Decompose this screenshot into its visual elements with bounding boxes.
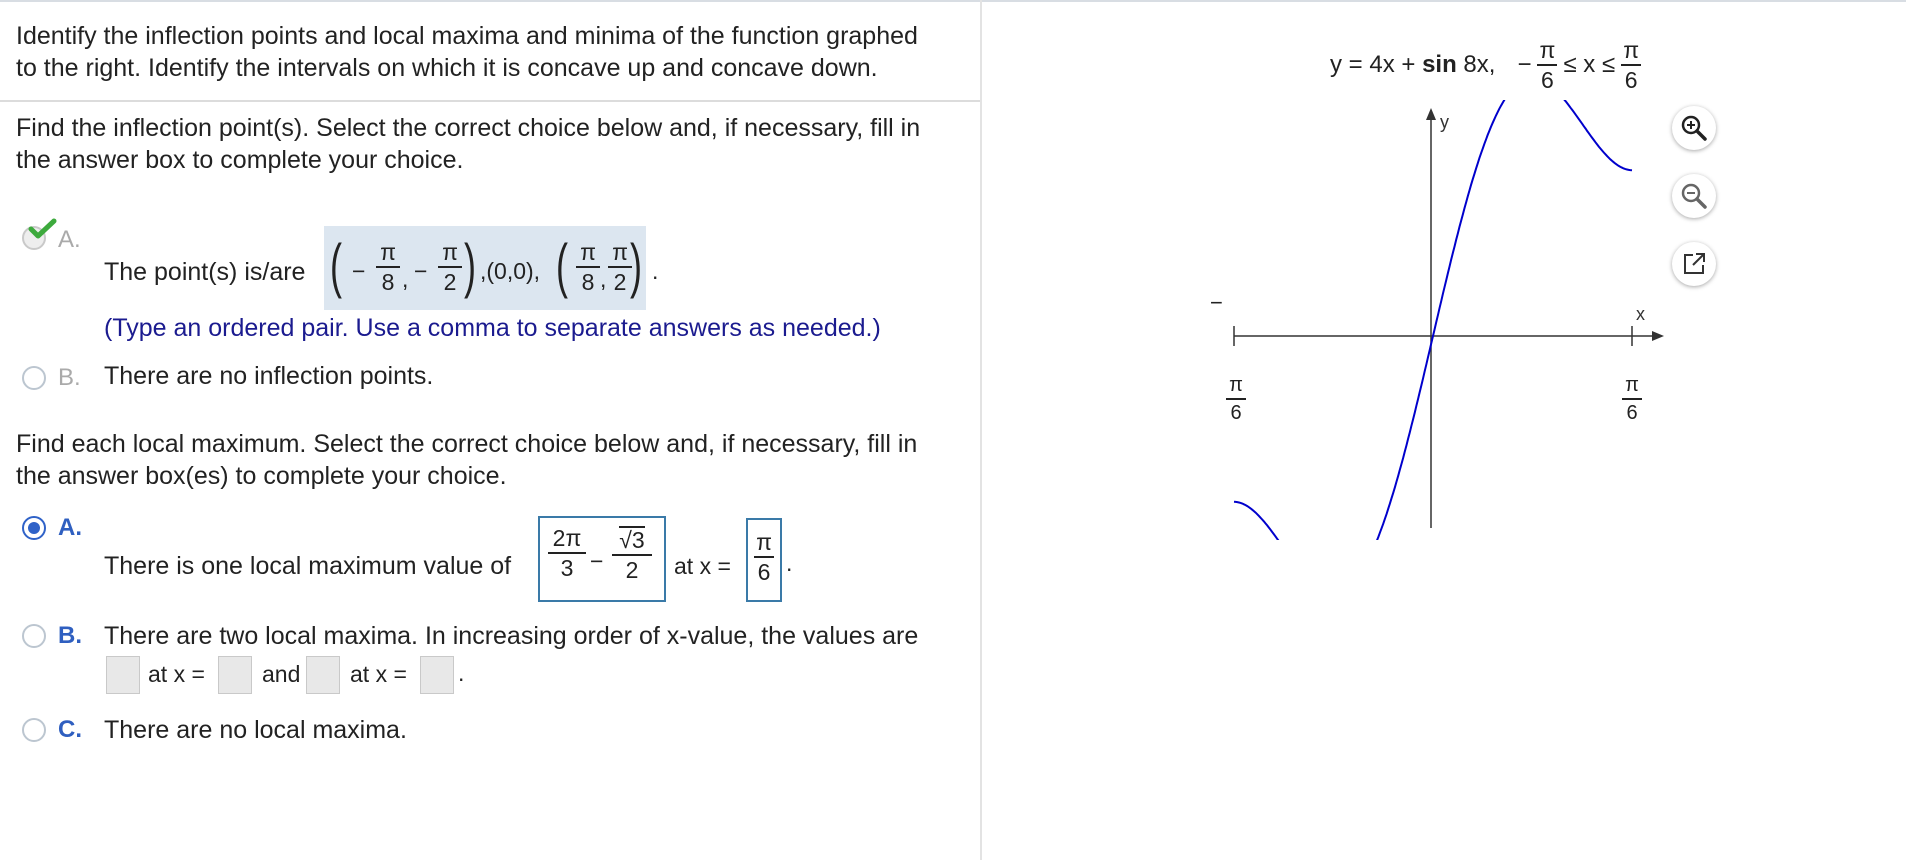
q2-choice-b-radio[interactable] bbox=[22, 624, 46, 648]
period: . bbox=[652, 258, 659, 284]
and-label: and bbox=[262, 661, 301, 687]
denominator: 6 bbox=[1230, 402, 1242, 424]
q1-choice-a-letter: A. bbox=[58, 226, 81, 253]
domain-inequality: ≤ x ≤ bbox=[1563, 51, 1616, 78]
numerator: π bbox=[442, 239, 458, 265]
at-x-label: at x = bbox=[674, 553, 731, 579]
period: . bbox=[786, 550, 793, 576]
tick-label-neg-pi-over-6 bbox=[1226, 374, 1246, 424]
denominator: 6 bbox=[757, 559, 771, 585]
comma: , bbox=[402, 266, 409, 292]
denominator: 2 bbox=[443, 269, 457, 295]
q2-choice-a-radio[interactable] bbox=[22, 516, 46, 540]
function-curve bbox=[1234, 100, 1632, 540]
tick-label-pi-over-6 bbox=[1622, 374, 1642, 424]
popout-icon bbox=[1679, 249, 1709, 279]
period: . bbox=[458, 660, 465, 686]
fraction-pi-over-8 bbox=[576, 240, 600, 294]
equation-suffix: 8x, bbox=[1456, 51, 1496, 78]
minus-sign: − bbox=[1517, 51, 1532, 78]
q2-choice-b-letter: B. bbox=[58, 622, 82, 649]
popout-button[interactable] bbox=[1672, 242, 1716, 286]
x-axis-label: x bbox=[1636, 304, 1645, 324]
q2-choice-c-letter: C. bbox=[58, 716, 82, 743]
function-graph bbox=[1200, 100, 1680, 540]
max-x-answer-box[interactable] bbox=[746, 518, 782, 602]
numerator: π bbox=[1623, 37, 1640, 63]
divider bbox=[0, 100, 980, 102]
denominator: 6 bbox=[1541, 67, 1554, 93]
denominator: 8 bbox=[381, 269, 395, 295]
paren-left: ( bbox=[555, 232, 568, 299]
numerator: π bbox=[756, 529, 772, 555]
fraction-pi-over-6 bbox=[1621, 38, 1641, 92]
q2-prompt-line-1: Find each local maximum. Select the correct choice below and, if necessary, fill in bbox=[16, 430, 918, 458]
y-axis-label: y bbox=[1440, 112, 1449, 132]
q1-hint: (Type an ordered pair. Use a comma to separate answers as needed.) bbox=[104, 314, 881, 342]
q1-choice-b-text: There are no inflection points. bbox=[104, 362, 434, 390]
numerator: √3 bbox=[619, 527, 645, 553]
max-value-2-input[interactable] bbox=[306, 656, 340, 694]
denominator: 6 bbox=[1624, 67, 1638, 93]
fraction-pi-over-2 bbox=[608, 240, 632, 294]
zoom-in-icon bbox=[1679, 113, 1709, 143]
q1-prompt-line-1: Find the inflection point(s). Select the correct choice below and, if necessary, fill in bbox=[16, 114, 921, 142]
equation-prefix: y = 4x + bbox=[1330, 51, 1423, 78]
denominator: 8 bbox=[581, 269, 595, 295]
minus-sign: − bbox=[414, 258, 428, 284]
paren-left: ( bbox=[329, 232, 342, 299]
numerator: π bbox=[1625, 374, 1639, 396]
fraction-sqrt3-over-2 bbox=[612, 526, 652, 582]
zoom-in-button[interactable] bbox=[1672, 106, 1716, 150]
minus-sign: − bbox=[590, 548, 604, 574]
q1-choice-b-letter: B. bbox=[58, 364, 81, 391]
x-axis-arrow bbox=[1652, 331, 1664, 341]
q1-choice-a-lead: The point(s) is/are bbox=[104, 258, 306, 286]
at-x-label: at x = bbox=[350, 661, 407, 687]
graph-equation bbox=[1330, 38, 1641, 92]
correct-check-icon bbox=[28, 218, 58, 240]
y-axis-arrow bbox=[1426, 108, 1436, 120]
q2-choice-a-text: There is one local maximum value of bbox=[104, 552, 512, 580]
numerator: π bbox=[380, 239, 396, 265]
paren-right: ) bbox=[463, 232, 476, 299]
denominator: 3 bbox=[560, 555, 574, 581]
numerator: π bbox=[1539, 37, 1556, 63]
at-x-label: at x = bbox=[148, 661, 205, 687]
paren-right: ) bbox=[629, 232, 642, 299]
fraction-2pi-over-3 bbox=[548, 526, 586, 580]
instructions-line-2: to the right. Identify the intervals on which it is concave up and concave down. bbox=[16, 54, 878, 82]
zoom-out-icon bbox=[1679, 181, 1709, 211]
q2-choice-c-radio[interactable] bbox=[22, 718, 46, 742]
max-value-1-input[interactable] bbox=[106, 656, 140, 694]
q2-choice-b-text: There are two local maxima. In increasing order of x-value, the values are bbox=[104, 622, 919, 650]
q1-choice-b-radio[interactable] bbox=[22, 366, 46, 390]
fraction-pi-over-8 bbox=[376, 240, 400, 294]
q2-choice-a-letter: A. bbox=[58, 514, 82, 541]
numerator: π bbox=[1229, 374, 1243, 396]
max-value-answer-box[interactable] bbox=[538, 516, 666, 602]
minus-sign: − bbox=[1210, 290, 1223, 315]
fraction-pi-over-2 bbox=[438, 240, 462, 294]
q1-prompt-line-2: the answer box to complete your choice. bbox=[16, 146, 464, 174]
instructions-line-1: Identify the inflection points and local maxima and minima of the function graphed bbox=[16, 22, 918, 50]
q2-prompt-line-2: the answer box(es) to complete your choice. bbox=[16, 462, 507, 490]
fraction-pi-over-6 bbox=[1537, 38, 1557, 92]
equation-sin: sin bbox=[1422, 51, 1457, 78]
numerator: π bbox=[612, 239, 628, 265]
denominator: 2 bbox=[625, 557, 639, 583]
q1-middle-point: ,(0,0), bbox=[480, 258, 541, 284]
numerator: π bbox=[580, 239, 596, 265]
minus-sign: − bbox=[352, 258, 366, 284]
max-x-2-input[interactable] bbox=[420, 656, 454, 694]
q2-choice-c-text: There are no local maxima. bbox=[104, 716, 407, 744]
fraction-pi-over-6 bbox=[754, 530, 774, 584]
max-x-1-input[interactable] bbox=[218, 656, 252, 694]
comma: , bbox=[600, 266, 607, 292]
denominator: 2 bbox=[613, 269, 627, 295]
numerator: 2π bbox=[552, 525, 582, 551]
denominator: 6 bbox=[1626, 402, 1638, 424]
zoom-out-button[interactable] bbox=[1672, 174, 1716, 218]
